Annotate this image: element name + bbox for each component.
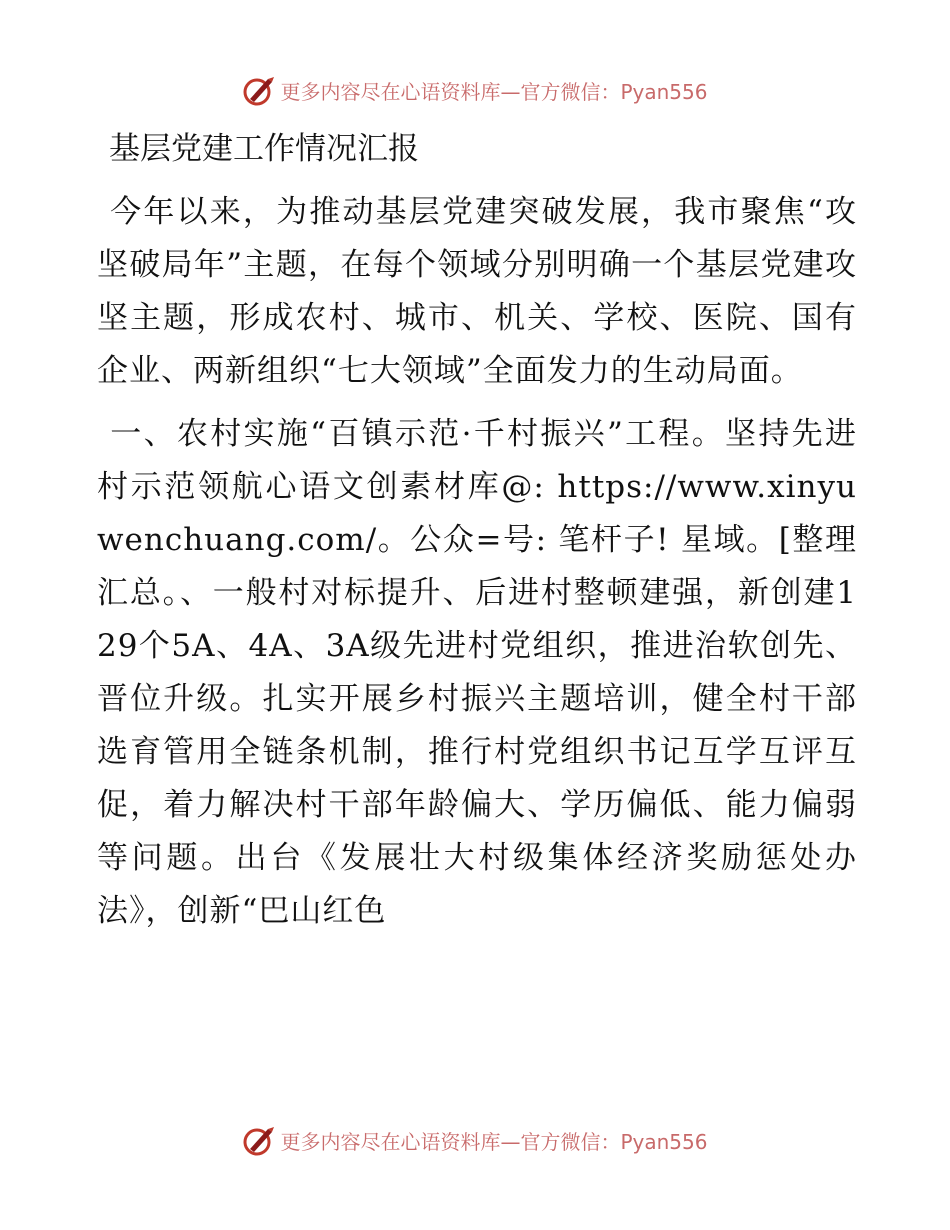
header-watermark-text: 更多内容尽在心语资料库—官方微信：Pyan556 <box>280 79 708 104</box>
paragraph-rural-text: 一、农村实施“百镇示范·千村振兴”工程。坚持先进村示范领航心语文创素材库@: https://www.xinyuwenchuang.com/。公众=号: 笔杆子! 星域。[整理汇总。、一般村对标提升、后进村整顿建强，新创建129个5A、4A、3A级先进村党组织，推进治软创先、晋位升级。扎实开展乡村振兴主题培训，健全村干部选育管用全链条机制，推行村党组织书记互学互评互促，着力解决村干部年龄偏大、学历偏低、能力偏弱等问题。出台《发展壮大村级集体经济奖励惩处办法》，创新“巴山红色 <box>97 416 857 929</box>
paragraph-rural <box>97 408 857 938</box>
document-title: 基层党建工作情况汇报 <box>109 131 419 167</box>
pen-logo-icon <box>242 1123 276 1157</box>
pen-logo-icon <box>242 73 276 107</box>
footer-watermark-text: 更多内容尽在心语资料库—官方微信：Pyan556 <box>280 1129 708 1154</box>
document-body <box>97 123 857 948</box>
footer-watermark-banner <box>0 1120 950 1160</box>
paragraph-intro-text: 今年以来，为推动基层党建突破发展，我市聚焦“攻坚破局年”主题，在每个领域分别明确一个基层党建攻坚主题，形成农村、城市、机关、学校、医院、国有企业、两新组织“七大领域”全面发力的生动局面。 <box>97 194 857 389</box>
header-watermark-banner <box>0 70 950 110</box>
paragraph-intro <box>97 186 857 398</box>
